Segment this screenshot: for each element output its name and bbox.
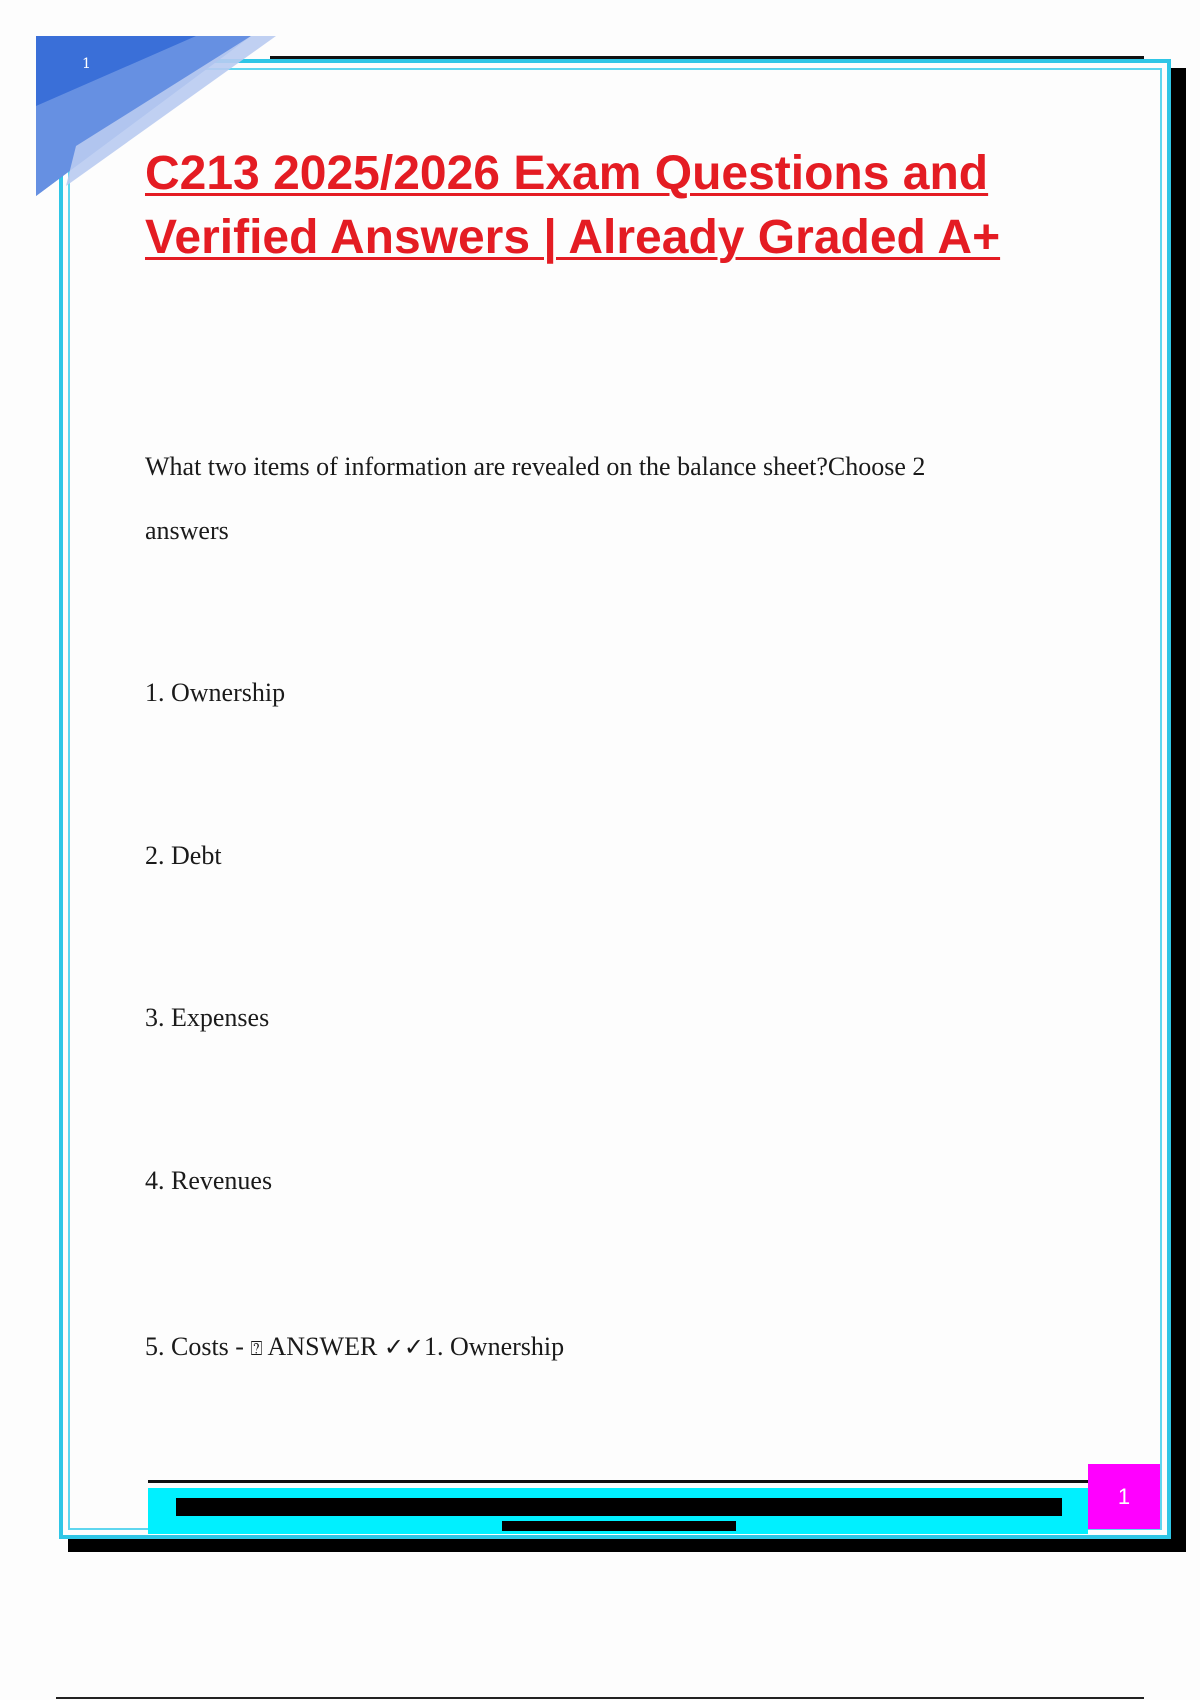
footer-bar-small-strip — [502, 1521, 736, 1531]
corner-page-number: 1 — [82, 56, 91, 72]
option-5-with-answer — [145, 1332, 564, 1362]
option-1: 1. Ownership — [145, 678, 286, 707]
double-check-icon: ✓✓ — [383, 1333, 425, 1361]
footer-bar-black-strip — [176, 1498, 1062, 1516]
page-bottom-rule — [56, 1697, 1144, 1699]
question-text-line-2: answers — [145, 516, 229, 545]
option-4: 4. Revenues — [145, 1166, 273, 1195]
page-frame — [59, 59, 1171, 1539]
answer-label: ANSWER — [262, 1332, 384, 1361]
question-text-line-1: What two items of information are revealed on the balance sheet?Choose 2 — [145, 452, 926, 481]
bottom-rule — [148, 1480, 1088, 1483]
option-3: 3. Expenses — [145, 1003, 270, 1032]
option-5-prefix: 5. Costs - — [145, 1332, 251, 1361]
missing-glyph-icon: ⍰ — [250, 1336, 263, 1360]
page-frame-inner-border — [68, 68, 1162, 1530]
page-number-badge: 1 — [1088, 1464, 1160, 1529]
option-2: 2. Debt — [145, 841, 222, 870]
document-title: C213 2025/2026 Exam Questions and Verified Answers | Already Graded A+ — [145, 147, 1001, 264]
answer-text: 1. Ownership — [424, 1332, 565, 1361]
top-rule — [270, 56, 1144, 59]
